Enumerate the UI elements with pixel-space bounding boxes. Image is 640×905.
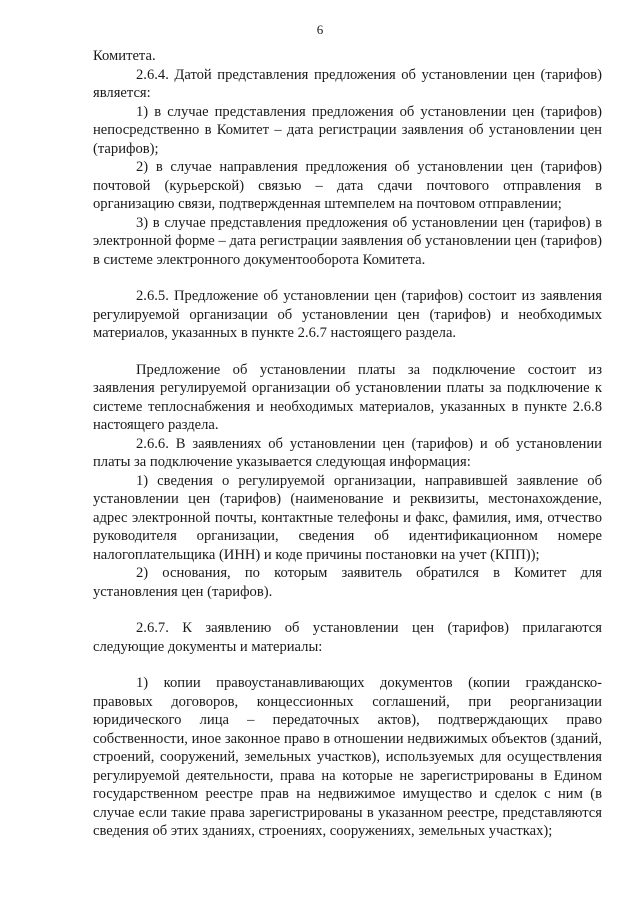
paragraph-continuation: Комитета. xyxy=(93,48,156,64)
paragraph-2-6-4-item-3: 3) в случае представления предложения об установлении цен (тарифов) в электронной форме – дата регистрации заявления об установлении цен (тарифов) в системе электронного документооборота Комитета. xyxy=(93,214,602,268)
paragraph-2-6-6-item-1: 1) сведения о регулируемой организации, направившей заявление об установлении цен (тарифов) (наименование и реквизиты, местонахождение, адрес электронной почты, контактные телефоны и факс, фамилия, имя, отчество руководителя организации, сведения об идентификационном номере налогоплательщика (ИНН) и коде причины постановки на учет (КПП)); xyxy=(93,472,602,563)
paragraph-2-6-4: 2.6.4. Датой представления предложения об установлении цен (тарифов) является: xyxy=(93,66,602,101)
paragraph-2-6-7-item-1: 1) копии правоустанавливающих документов (копии гражданско-правовых договоров, концессионных соглашений, при реорганизации юридического лица – передаточных актов), подтверждающих право собственности, иное законное право в отношении недвижимых объектов (зданий, строений, сооружений, земельных участков), используемых для осуществления регулируемой деятельности, права на которые не зарегистрированы в Едином государственном реестре прав на недвижимое имущество и сделок с ним (в случае если такие права зарегистрированы в указанном реестре, представляются сведения об этих зданиях, строениях, сооружениях, земельных участках); xyxy=(93,675,602,839)
paragraph-2-6-4-item-1: 1) в случае представления предложения об установлении цен (тарифов) непосредственно в Комитет – дата регистрации заявления об установлении цен (тарифов); xyxy=(93,103,602,157)
paragraph-gap xyxy=(93,656,602,674)
paragraph-2-6-4-item-2: 2) в случае направления предложения об установлении цен (тарифов) почтовой (курьерской) связью – дата сдачи почтового отправления в организацию связи, подтвержденная штемпелем на почтовом отправлении; xyxy=(93,159,602,212)
page-number: 6 xyxy=(316,22,324,37)
paragraph-gap xyxy=(93,601,602,619)
paragraph-2-6-5: 2.6.5. Предложение об установлении цен (тарифов) состоит из заявления регулируемой организации об установлении цен (тарифов) и необходимых материалов, указанных в пункте 2.6.7 настоящего раздела. xyxy=(93,288,602,341)
paragraph-2-6-7: 2.6.7. К заявлению об установлении цен (тарифов) прилагаются следующие документы и материалы: xyxy=(93,620,602,655)
paragraph-2-6-6: 2.6.6. В заявлениях об установлении цен (тарифов) и об установлении платы за подключение указывается следующая информация: xyxy=(93,435,602,470)
document-body xyxy=(93,47,602,841)
paragraph-gap xyxy=(93,343,602,361)
paragraph-connection-fee: Предложение об установлении платы за подключение состоит из заявления регулируемой организации об установлении платы за подключение к системе теплоснабжения и необходимых материалов, указанных в пункте 2.6.8 настоящего раздела. xyxy=(93,361,602,433)
paragraph-gap xyxy=(93,269,602,287)
paragraph-2-6-6-item-2: 2) основания, по которым заявитель обратился в Комитет для установления цен (тарифов). xyxy=(93,565,602,600)
